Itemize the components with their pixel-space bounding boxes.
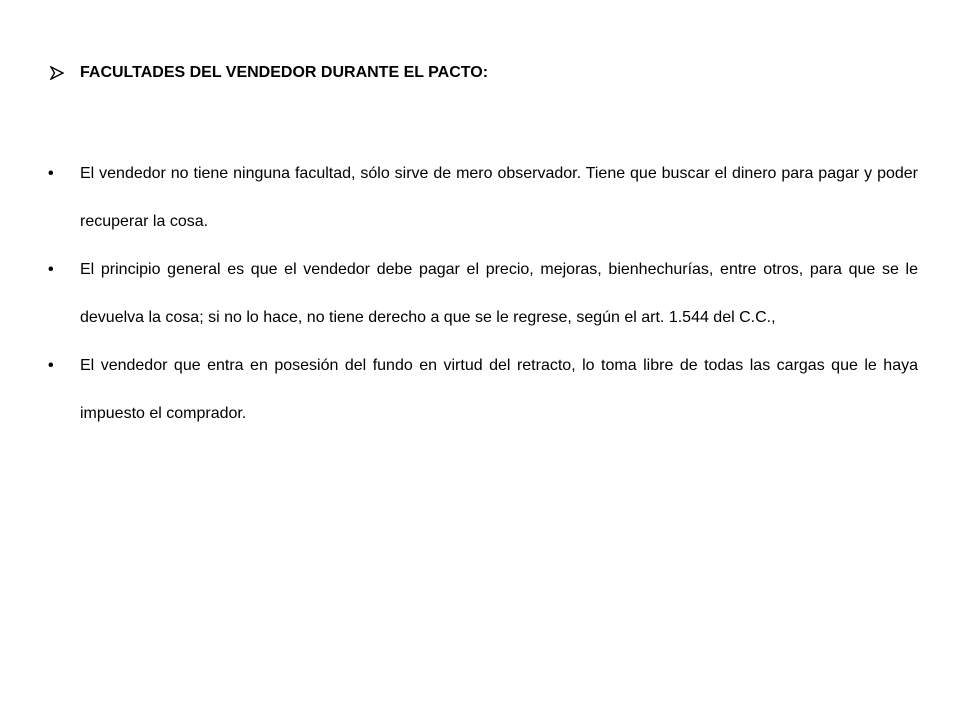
bullet-text: El principio general es que el vendedor debe pagar el precio, mejoras, bienhechurías, entre otros, para que se le devuelva la cosa; si no lo hace, no tiene derecho a que se le regrese, según el art. 1.544 del C.C., — [80, 261, 918, 326]
bullet-text: El vendedor no tiene ninguna facultad, sólo sirve de mero observador. Tiene que buscar el dinero para pagar y poder recuperar la cosa. — [80, 165, 918, 230]
arrow-bullet-icon — [50, 66, 80, 80]
bullet-list — [48, 150, 918, 438]
bullet-dot-icon: • — [48, 357, 54, 374]
bullet-text: El vendedor que entra en posesión del fundo en virtud del retracto, lo toma libre de todas las cargas que le haya impuesto el comprador. — [80, 357, 918, 422]
heading-text: FACULTADES DEL VENDEDOR DURANTE EL PACTO: — [80, 64, 489, 81]
bullet-item — [48, 342, 918, 438]
bullet-dot-icon: • — [48, 165, 54, 182]
bullet-dot-icon: • — [48, 261, 54, 278]
bullet-item — [48, 246, 918, 342]
bullet-item — [48, 150, 918, 246]
section-heading — [50, 61, 910, 85]
